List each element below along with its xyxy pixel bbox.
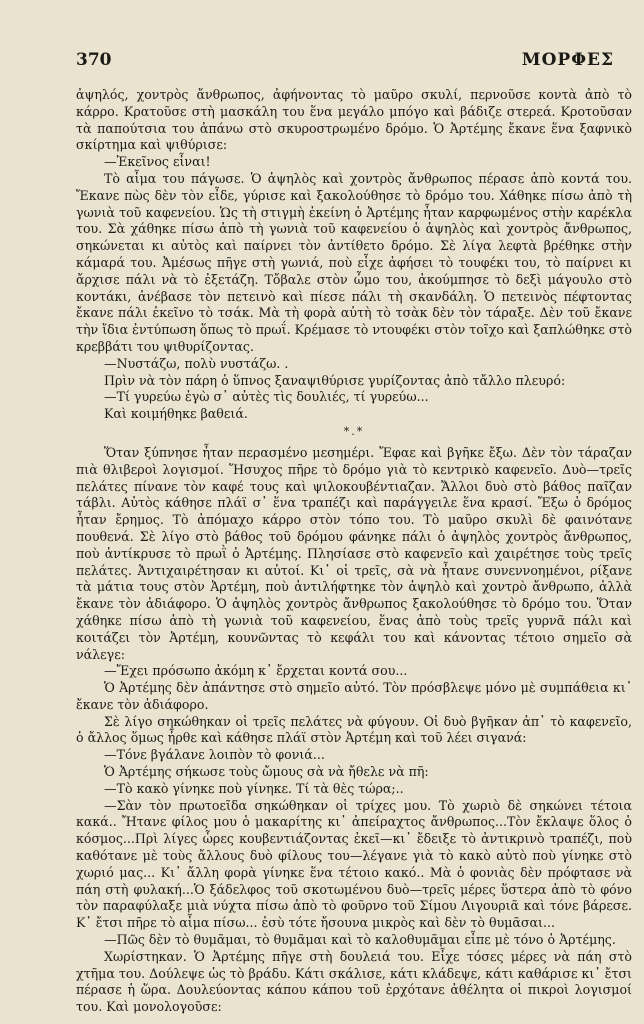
magazine-title: ΜΟΡΦΕΣ — [521, 50, 614, 70]
paragraph: Σὲ λίγο σηκώθηκαν οἱ τρεῖς πελάτες νὰ φύγουν. Οἱ δυὸ βγῆκαν ἀπ᾿ τὸ καφενεῖο, ὁ ἄλλος ὅμως ἦρθε καὶ κάθησε πλάϊ στὸν Ἀρτέμη καὶ τοῦ λέει σιγανά: — [76, 713, 632, 746]
paragraph: —Ἔχει πρόσωπο ἀκόμη κ᾿ ἔρχεται κοντά σου... — [104, 663, 408, 679]
paragraph: ἀψηλός, χοντρὸς ἄνθρωπος, ἀφήνοντας τὸ μαῦρο σκυλί, περνοῦσε κοντὰ ἀπὸ τὸ κάρρο. Κρατοῦσε στὴ μασκάλη του ἕνα μεγάλο μπόγο καὶ βάδιζε στερεά. Κροτοῦσαν τὰ παπούτσια του ἀπάνω στὸ σκυροστρωμένο δρόμο. Ὁ Ἀρτέμης ἔκανε ἕνα ξαφνικὸ σκίρτημα καὶ ψιθύρισε: — [76, 87, 632, 153]
article-body — [76, 87, 632, 1016]
paragraph: —Πῶς δὲν τὸ θυμᾶμαι, τὸ θυμᾶμαι καὶ τὸ καλοθυμᾶμαι εἶπε μὲ τόνο ὁ Ἀρτέμης. — [104, 932, 616, 948]
paragraph: Ὁ Ἀρτέμης δὲν ἀπάντησε στὸ σημεῖο αὐτό. Τὸν πρόσβλεψε μόνο μὲ συμπάθεια κι᾿ ἔκανε τὸν ἀδιάφορο. — [76, 680, 632, 712]
paragraph: Πρὶν νὰ τὸν πάρη ὁ ὕπνος ξαναψιθύρισε γυρίζοντας ἀπὸ τἄλλο πλευρό: — [104, 372, 566, 388]
paragraph: —Τὸ κακὸ γίνηκε ποὺ γίνηκε. Τί τὰ θὲς τώρα;.. — [104, 780, 404, 796]
paragraph: Τὸ αἷμα του πάγωσε. Ὁ ἀψηλὸς καὶ χοντρὸς ἄνθρωπος πέρασε ἀπὸ κοντά του. Ἔκανε πὼς δὲν τὸν εἶδε, γύρισε καὶ ξακολούθησε τὸ δρόμο του. Χάθηκε πίσω ἀπὸ τὴ γωνιὰ τοῦ καφενείου. Ὡς τὴ στιγμὴ ἐκείνη ὁ Ἀρτέμης ἦταν καρφωμένος στὴν καρέκλα του. Σὰ χάθηκε πίσω ἀπὸ τὴ γωνιὰ τοῦ καφενείου ὁ ἀψηλὸς καὶ χοντρὸς ἄνθρωπος, σηκώνεται κι αὐτὸς καὶ παίρνει τὸν ἀντίθετο δρόμο. Σὲ λίγα λεφτὰ βρέθηκε στὴν κάμαρά του. Ἀμέσως πῆγε στὴ γωνιά, ποὺ εἶχε ἀφήσει τὸ τουφέκι του, τὸ παίρνει κι ἄρχισε πάλι νὰ τὸ ἐξετάζη. Τὄβαλε στὸν ὦμο του, ἀκούμπησε τὸ δεξὶ μάγουλο στὸ κοντάκι, ἀνέβασε τὸν πετεινὸ καὶ πίεσε πάλι τὴ σκανδάλη. Ὁ πετεινὸς πέφτοντας ἔκανε πάλι ἐκεῖνο τὸ τσάκ. Μὰ τὴ φορὰ αὐτὴ τὸ τσὰκ δὲν τὸν τάραξε. Δὲν τοῦ ἔκανε τὴν ἴδια ἐντύπωση ὅπως τὸ πρωΐ. Κρέμασε τὸ ντουφέκι στὸν τοῖχο καὶ ξαπλώθηκε στὸ κρεββάτι του ψιθυρίζοντας. — [76, 170, 632, 354]
paragraph: Ὅταν ξύπνησε ἦταν περασμένο μεσημέρι. Ἔφαε καὶ βγῆκε ἔξω. Δὲν τὸν τάραζαν πιὰ θλιβεροὶ λογισμοί. Ἥσυχος πῆρε τὸ δρόμο γιὰ τὸ κεντρικὸ καφενεῖο. Δυὸ—τρεῖς πελάτες πίνανε τὸν καφέ τους καὶ ψιλοκουβέντιαζαν. Ἄλλοι δυὸ στὸ βάθος παῖζαν τάβλι. Αὐτὸς κάθησε πλάϊ σ᾿ ἕνα τραπέζι καὶ παράγγειλε ἕνα κρασί. Ἔξω ὁ δρόμος ἦταν ἔρημος. Τὸ ἀπόμαχο κάρρο στὸν τόπο του. Τὸ μαῦρο σκυλὶ δὲ φαινότανε πουθενά. Σὲ λίγο στὸ βάθος τοῦ δρόμου φάνηκε πάλι ὁ ἀψηλὸς χοντρὸς ἄνθρωπος, ποὺ ἀντίκρυσε τὸ πρωῒ ὁ Ἀρτέμης. Πλησίασε στὸ καφενεῖο καὶ χαιρέτησε τοὺς τρεῖς πελάτες. Ἀντιχαιρέτησαν κι αὐτοί. Κι᾿ οἱ τρεῖς, σὰ νὰ ἦτανε συνεννοημένοι, ρίξανε τὰ μάτια τους στὸν Ἀρτέμη, ποὺ ἀντιλήφτηκε τὸν ἀψηλὸ καὶ χοντρὸ ἄνθρωπο, ἀλλὰ ἔκανε τὸν ἀδιάφορο. Ὁ ἀψηλὸς χοντρὸς ἄνθρωπος ξακολούθησε τὸ δρόμο του. Ὅταν χάθηκε πίσω ἀπὸ τὴ γωνιὰ τοῦ καφενείου, ἕνας ἀπὸ τοὺς τρεῖς γυρνᾶ πάλι καὶ κοιτάζει τὸν Ἀρτέμη, κουνῶντας τὸ κεφάλι του καὶ κάνοντας τέτοιο σημεῖο σὰ νάλεγε: — [76, 444, 632, 662]
page-number: 370 — [76, 50, 112, 70]
paragraph: Χωρίστηκαν. Ὁ Ἀρτέμης πῆγε στὴ δουλειά του. Εἶχε τόσες μέρες νὰ πάη στὸ χτῆμα του. Δούλεψε ὡς τὸ βράδυ. Κάτι σκάλισε, κάτι κλάδεψε, κάτι καθάρισε κι᾿ ἔτσι πέρασε ἡ ὥρα. Δουλεύοντας κάπου κάπου τοῦ ἐρχότανε ἀθέλητα οἱ πικροὶ λογισμοί του. Καὶ μονολογοῦσε: — [76, 948, 632, 1015]
paragraph: —Σὰν τὸν πρωτοεῖδα σηκώθηκαν οἱ τρίχες μου. Τὸ χωριὸ δὲ σηκώνει τέτοια κακά.. Ἤτανε φίλος μου ὁ μακαρίτης κι᾿ ἀπείραχτος ἄνθρωπος...Τὸν ἔκλαψε ὅλος ὁ κόσμος...Πρὶ λίγες ὧρες κουβεντιάζοντας ἐκεῖ—κι᾿ ἔδειξε τὸ ἀντικρινὸ τραπέζι, ποὺ καθότανε μὲ τοὺς ἄλλους δυὸ φίλους του—λέγανε γιὰ τὸ κακὸ αὐτὸ ποὺ γίνηκε στὸ χωριό μας... Κι᾿ ἄλλη φορὰ γίνηκε ἕνα τέτοιο κακό.. Μὰ ὁ φονιὰς δὲν πρόφτασε νὰ πάη στὴ φυλακή...Ὁ ξάδελφος τοῦ σκοτωμένου δυὸ—τρεῖς μέρες ὕστερα ἀπὸ τὸ φόνο τὸν παραφύλαξε μιὰ νύχτα πίσω ἀπὸ τὸ φοῦρνο τοῦ Σίμου Λιγουριᾶ καὶ τόνε βάρεσε. Κ᾿ ἔτσι πῆρε τὸ αἷμα πίσω... ἐσὺ τότε ἤσουνα μικρὸς καὶ δὲν τὸ θυμᾶσαι... — [76, 797, 632, 931]
page-header — [76, 50, 614, 72]
paragraph: —Τόνε βγάλανε λοιπὸν τὸ φονιά... — [104, 747, 325, 763]
section-separator: *.* — [343, 424, 365, 438]
paragraph: —Ἐκεῖνος εἶναι! — [104, 154, 211, 170]
paragraph: —Τί γυρεύω ἐγὼ σ᾿ αὐτὲς τὶς δουλιές, τί γυρεύω... — [104, 389, 429, 405]
paragraph: Καὶ κοιμήθηκε βαθειά. — [104, 406, 248, 422]
paragraph: Ὁ Ἀρτέμης σήκωσε τοὺς ὤμους σὰ νὰ ἤθελε νὰ πῆ: — [104, 764, 429, 780]
paragraph: —Νυστάζω, πολὺ νυστάζω. . — [104, 355, 289, 371]
